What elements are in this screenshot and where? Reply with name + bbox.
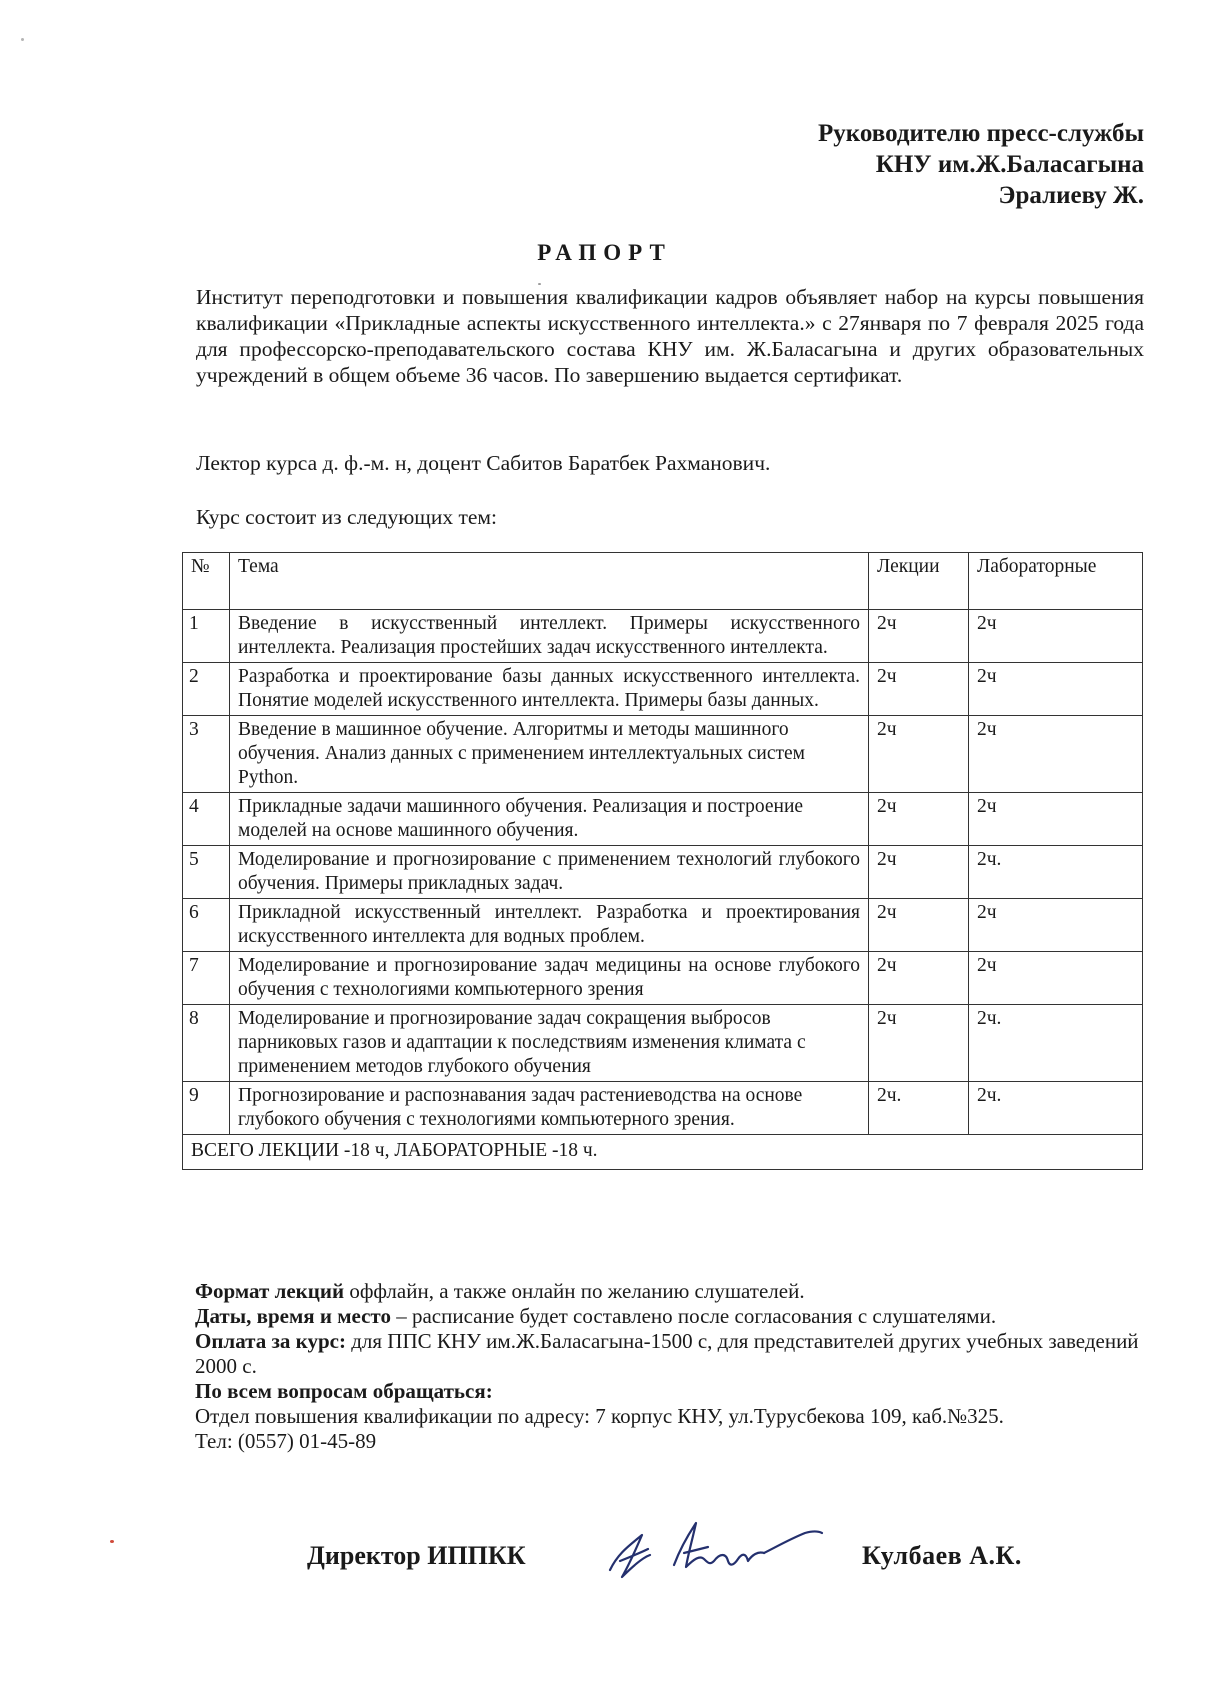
row-theme: Разработка и проектирование базы данных искусственного интеллекта. Понятие моделей искусственного интеллекта. Примеры базы данных. — [230, 663, 869, 716]
row-theme: Введение в машинное обучение. Алгоритмы и методы машинного обучения. Анализ данных с применением интеллектуальных систем Python. — [230, 716, 869, 793]
table-row — [183, 716, 1143, 793]
row-labs: 2ч. — [969, 1082, 1143, 1135]
payment-text: для ППС КНУ им.Ж.Баласагына-1500 с, для представителей других учебных заведений 2000 с. — [195, 1329, 1139, 1378]
format-text: оффлайн, а также онлайн по желанию слушателей. — [344, 1279, 805, 1303]
addressee-block — [818, 118, 1144, 211]
contacts-address: Отдел повышения квалификации по адресу: 7 корпус КНУ, ул.Турусбекова 109, каб.№325. — [195, 1404, 1004, 1428]
addressee-name: Эралиеву Ж. — [998, 182, 1144, 209]
row-number: 4 — [183, 793, 230, 846]
row-theme: Моделирование и прогнозирование задач сокращения выбросов парниковых газов и адаптации к последствиям изменения климата с применением методов глубокого обучения — [230, 1005, 869, 1082]
row-lectures: 2ч — [869, 952, 969, 1005]
table-row — [183, 899, 1143, 952]
row-labs: 2ч — [969, 610, 1143, 663]
row-theme: Введение в искусственный интеллект. Примеры искусственного интеллекта. Реализация простейших задач искусственного интеллекта. — [230, 610, 869, 663]
header-number: № — [183, 553, 230, 610]
row-lectures: 2ч — [869, 793, 969, 846]
row-labs: 2ч — [969, 716, 1143, 793]
addressee-position: Руководителю пресс-службы — [818, 120, 1144, 147]
dates-label: Даты, время и место — [195, 1304, 391, 1328]
contacts-label: По всем вопросам обращаться: — [195, 1379, 493, 1403]
row-lectures: 2ч — [869, 846, 969, 899]
dates-line — [195, 1304, 1145, 1329]
table-row — [183, 793, 1143, 846]
table-row — [183, 663, 1143, 716]
addressee-university: КНУ им.Ж.Баласагына — [875, 151, 1144, 178]
table-row — [183, 952, 1143, 1005]
header-lectures: Лекции — [869, 553, 969, 610]
contacts-heading — [195, 1379, 1145, 1404]
table-row — [183, 1082, 1143, 1135]
row-theme: Моделирование и прогнозирование задач медицины на основе глубокого обучения с технологиями компьютерного зрения — [230, 952, 869, 1005]
course-details — [195, 1279, 1145, 1454]
document-title: РАПОРТ — [537, 240, 672, 265]
paper-speck — [21, 38, 24, 41]
row-lectures: 2ч — [869, 899, 969, 952]
lector-line: Лектор курса д. ф.-м. н, доцент Сабитов Баратбек Рахманович. — [196, 451, 771, 475]
table-row — [183, 610, 1143, 663]
table-total-row — [183, 1135, 1143, 1170]
row-number: 1 — [183, 610, 230, 663]
row-number: 9 — [183, 1082, 230, 1135]
row-theme: Прикладные задачи машинного обучения. Реализация и построение моделей на основе машинного обучения. — [230, 793, 869, 846]
course-topics-intro: Курс состоит из следующих тем: — [196, 505, 498, 529]
row-number: 8 — [183, 1005, 230, 1082]
director-signature — [600, 1505, 840, 1585]
header-theme: Тема — [230, 553, 869, 610]
payment-line — [195, 1329, 1145, 1379]
row-number: 3 — [183, 716, 230, 793]
paper-speck — [110, 1540, 114, 1543]
topics-table — [182, 552, 1143, 1170]
table-total: ВСЕГО ЛЕКЦИИ -18 ч, ЛАБОРАТОРНЫЕ -18 ч. — [183, 1135, 1143, 1170]
row-labs: 2ч — [969, 663, 1143, 716]
row-number: 2 — [183, 663, 230, 716]
row-labs: 2ч — [969, 952, 1143, 1005]
row-number: 5 — [183, 846, 230, 899]
row-labs: 2ч — [969, 899, 1143, 952]
intro-paragraph: Институт переподготовки и повышения квалификации кадров объявляет набор на курсы повышения квалификации «Прикладные аспекты искусственного интеллекта.» с 27января по 7 февраля 2025 года для профессорско-преподавательского состава КНУ им. Ж.Баласагына и других образовательных учреждений в общем объеме 36 часов. По завершению выдается сертификат. — [196, 285, 1144, 387]
dates-text: – расписание будет составлено после согласования с слушателями. — [390, 1304, 997, 1328]
row-theme: Прогнозирование и распознавания задач растениеводства на основе глубокого обучения с технологиями компьютерного зрения. — [230, 1082, 869, 1135]
format-line — [195, 1279, 1145, 1304]
format-label: Формат лекций — [195, 1279, 345, 1303]
contacts-phone: Тел: (0557) 01-45-89 — [195, 1429, 377, 1453]
row-labs: 2ч — [969, 793, 1143, 846]
row-theme: Моделирование и прогнозирование с применением технологий глубокого обучения. Примеры прикладных задач. — [230, 846, 869, 899]
payment-label: Оплата за курс: — [195, 1329, 346, 1353]
row-lectures: 2ч — [869, 610, 969, 663]
table-row — [183, 1005, 1143, 1082]
row-number: 6 — [183, 899, 230, 952]
header-labs: Лабораторные — [969, 553, 1143, 610]
row-lectures: 2ч. — [869, 1082, 969, 1135]
row-lectures: 2ч — [869, 716, 969, 793]
director-name: Кулбаев А.К. — [862, 1541, 1022, 1570]
row-lectures: 2ч — [869, 663, 969, 716]
row-labs: 2ч. — [969, 1005, 1143, 1082]
row-number: 7 — [183, 952, 230, 1005]
table-row — [183, 846, 1143, 899]
table-header-row — [183, 553, 1143, 610]
row-lectures: 2ч — [869, 1005, 969, 1082]
row-labs: 2ч. — [969, 846, 1143, 899]
director-title: Директор ИППКК — [307, 1541, 526, 1570]
row-theme: Прикладной искусственный интеллект. Разработка и проектирования искусственного интеллекта для водных проблем. — [230, 899, 869, 952]
